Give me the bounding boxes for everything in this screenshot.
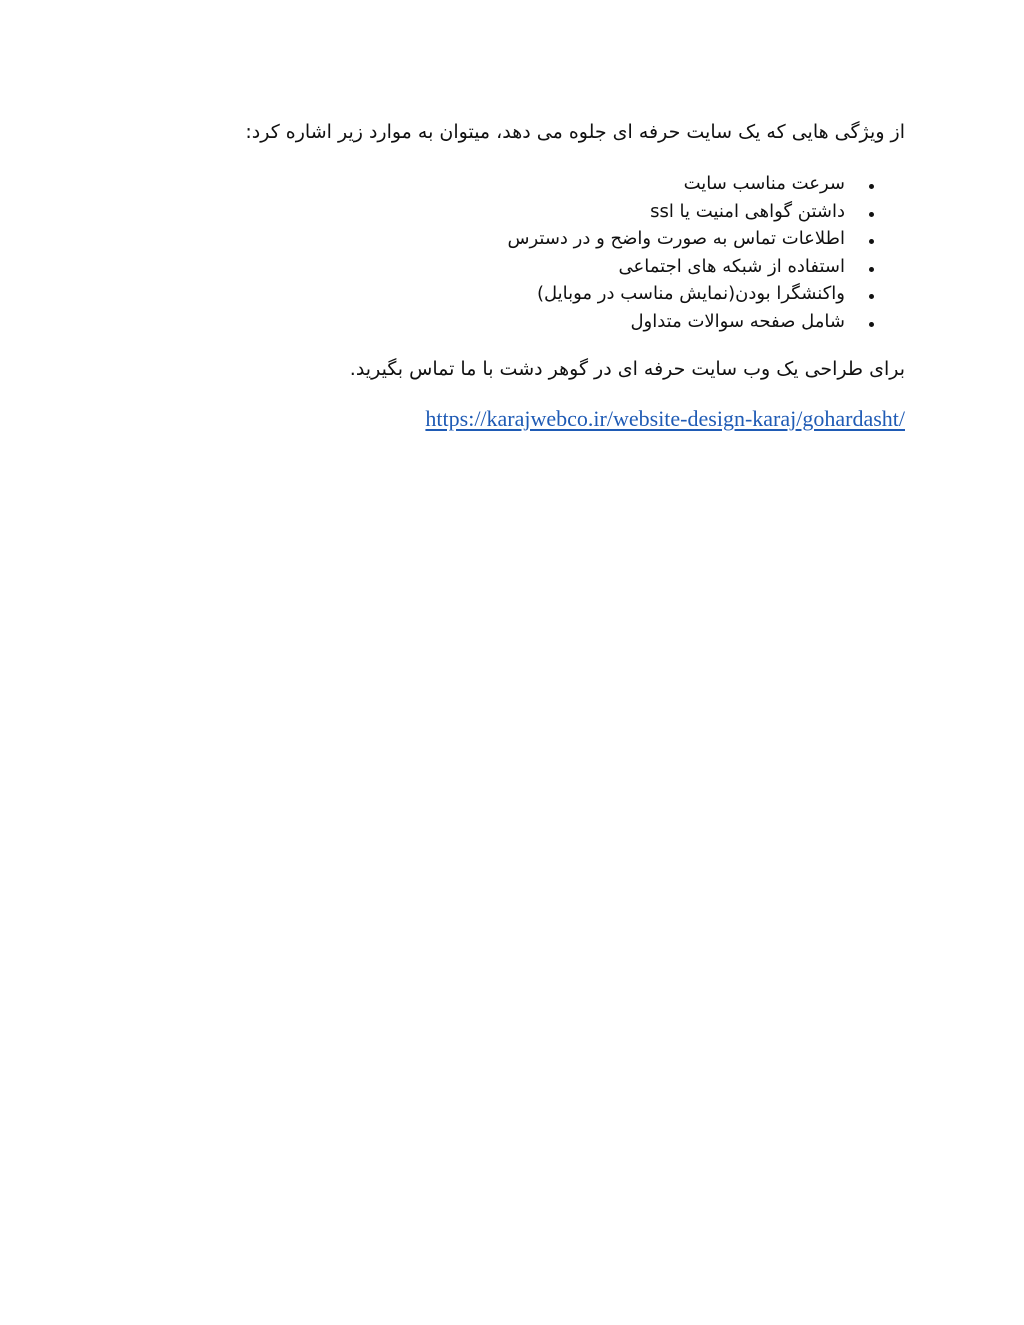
bullet-icon <box>866 225 876 253</box>
feature-list <box>120 170 905 335</box>
feature-text: سرعت مناسب سایت <box>683 173 845 194</box>
contact-call-to-action: برای طراحی یک وب سایت حرفه ای در گوهر دشت با ما تماس بگیرید. <box>349 358 905 380</box>
feature-item-speed <box>120 170 905 198</box>
feature-text: داشتن گواهی امنیت یا ssl <box>650 200 845 222</box>
bullet-icon <box>866 308 876 336</box>
bullet-icon <box>866 280 876 308</box>
feature-text: اطلاعات تماس به صورت واضح و در دسترس <box>507 228 845 249</box>
feature-text: استفاده از شبکه های اجتماعی <box>618 255 845 277</box>
bullet-icon <box>866 170 876 198</box>
feature-text: واکنشگرا بودن(نمایش مناسب در موبایل) <box>536 283 845 304</box>
bullet-icon <box>866 253 876 281</box>
feature-text: شامل صفحه سوالات متداول <box>630 310 845 332</box>
feature-item-contact <box>120 225 905 253</box>
gohardasht-design-link[interactable]: https://karajwebco.ir/website-design-karaj/gohardasht/ <box>425 406 905 431</box>
intro-paragraph: از ویژگی هایی که یک سایت حرفه ای جلوه می دهد، میتوان به موارد زیر اشاره کرد: <box>245 121 905 143</box>
feature-item-social <box>120 253 905 281</box>
feature-item-faq <box>120 308 905 336</box>
document-content <box>120 116 905 433</box>
bullet-icon <box>866 198 876 226</box>
feature-item-responsive <box>120 280 905 308</box>
feature-item-ssl <box>120 198 905 226</box>
